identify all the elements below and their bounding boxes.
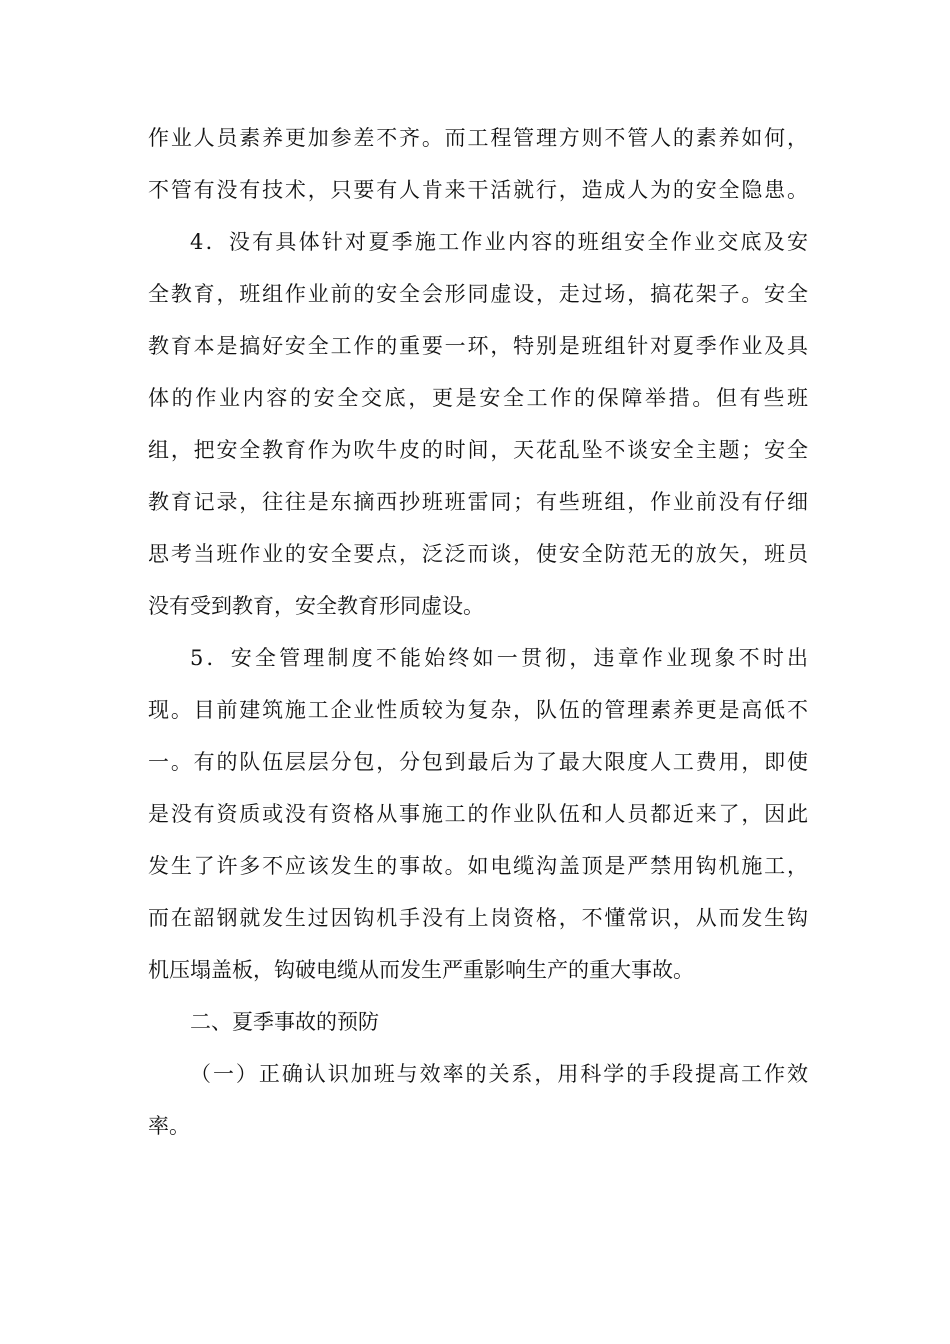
text-line-5: 教育本是搞好安全工作的重要一环，特别是班组针对夏季作业及具 [148,334,808,358]
text-line-2: 不管有没有技术，只要有人肯来干活就行，造成人为的安全隐患。 [148,178,808,202]
text-line-6: 体的作业内容的安全交底，更是安全工作的保障举措。但有些班 [148,386,808,410]
text-line-9: 思考当班作业的安全要点，泛泛而谈，使安全防范无的放矢，班员 [148,542,808,566]
section-heading: 二、夏季事故的预防 [190,1010,379,1034]
text-line-3: 4．没有具体针对夏季施工作业内容的班组安全作业交底及安 [190,230,808,254]
text-line-16: 而在韶钢就发生过因钩机手没有上岗资格，不懂常识，从而发生钩 [148,906,808,930]
text-line-17: 机压塌盖板，钩破电缆从而发生严重影响生产的重大事故。 [148,958,694,982]
text-line-10: 没有受到教育，安全教育形同虚设。 [148,594,484,618]
text-line-8: 教育记录，往往是东摘西抄班班雷同；有些班组，作业前没有仔细 [148,490,808,514]
text-line-11: 5．安全管理制度不能始终如一贯彻，违章作业现象不时出 [190,646,808,670]
text-line-14: 是没有资质或没有资格从事施工的作业队伍和人员都近来了，因此 [148,802,808,826]
text-line-15: 发生了许多不应该发生的事故。如电缆沟盖顶是严禁用钩机施工， [148,854,808,878]
text-line-7: 组，把安全教育作为吹牛皮的时间，天花乱坠不谈安全主题；安全 [148,438,808,462]
text-line-20: 率。 [148,1114,190,1138]
text-line-4: 全教育，班组作业前的安全会形同虚设，走过场，搞花架子。安全 [148,282,808,306]
subsection-heading: （一）正确认识加班与效率的关系，用科学的手段提高工作效 [190,1062,808,1086]
text-line-12: 现。目前建筑施工企业性质较为复杂，队伍的管理素养更是高低不 [148,698,808,722]
text-line-1: 作业人员素养更加参差不齐。而工程管理方则不管人的素养如何， [148,126,808,150]
text-line-13: 一。有的队伍层层分包，分包到最后为了最大限度人工费用，即使 [148,750,808,774]
